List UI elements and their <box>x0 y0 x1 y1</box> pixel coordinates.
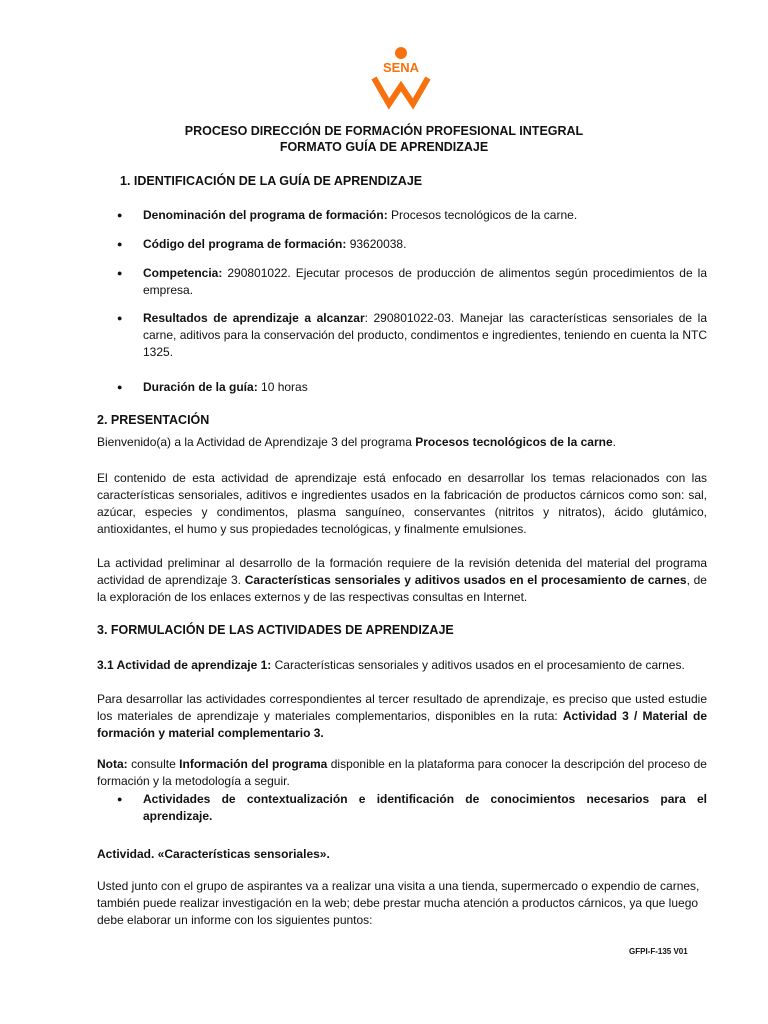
bullet-icon: ● <box>117 239 123 249</box>
activity-title: Actividad. «Características sensoriales». <box>97 847 330 861</box>
header-line-1: PROCESO DIRECCIÓN DE FORMACIÓN PROFESIONAL INTEGRAL <box>184 124 584 138</box>
document-page: SENA PROCESO DIRECCIÓN DE FORMACIÓN PROFESIONAL INTEGRAL FORMATO GUÍA DE APRENDIZAJE 1. IDENTIFICACIÓN DE LA GUÍA DE APRENDIZAJE ● Denominación del programa de formación: Procesos tecnológicos de la carne. ● Código del programa de formación: 93620038. ● Competencia: 290801022. Ejecutar procesos de producción de alimentos según procedimientos de la empresa. ● Resultados de aprendizaje a alcanzar: 290801022-03. Manejar las características sensoriales de la carne, aditivos para la conservación del producto, condimentos e ingredientes, teniendo en cuenta la NTC 1325. ● Duración de la guía: 10 horas 2. PRESENTACIÓN Bienvenido(a) a la Actividad de Aprendizaje 3 del programa Procesos tecnológicos de la carne. El contenido de esta actividad de aprendizaje está enfocado en desarrollar los temas relacionados con las características sensoriales, aditivos e ingredientes usados en la fabricación de productos cárnicos como son: sal, azúcar, especies y condimentos, plasma sanguíneo, conservantes (nitritos y nitratos), ácido glutámico, antioxidantes, el humo y sus propiedades tecnológicas, y finalmente emulsiones. La actividad preliminar al desarrollo de la formación requiere de la revisión detenida del material del programa actividad de aprendizaje 3. Características sensoriales y aditivos usados en el procesamiento de carnes, de la exploración de los enlaces externos y de las respectivas consultas en Internet. 3. FORMULACIÓN DE LAS ACTIVIDADES DE APRENDIZAJE 3.1 Actividad de aprendizaje 1: Características sensoriales y aditivos usados en el procesamiento de carnes. Para desarrollar las actividades correspondientes al tercer resultado de aprendizaje, es preciso que usted estudie los materiales de aprendizaje y materiales complementarios, disponibles en la ruta: Actividad 3 / Material de formación y material complementario 3. Nota: consulte Información del programa disponible en la plataforma para conocer la descripción del proceso de formación y la metodología a seguir. ● Actividades de contextualización e identificación de conocimientos necesarios para el aprendizaje. Actividad. «Características sensoriales». Usted junto con el grupo de aspirantes va a realizar una visita a una tienda, supermercado o expendio de carnes, también puede realizar investigación en la web; debe prestar mucha atención a productos cárnicos, ya que luego debe elaborar un informe con los siguientes puntos: GFPI-F-135 V01 <box>0 0 768 1024</box>
footer-code: GFPI-F-135 V01 <box>629 947 688 956</box>
section-1-title: 1. IDENTIFICACIÓN DE LA GUÍA DE APRENDIZAJE <box>120 174 423 188</box>
paragraph: El contenido de esta actividad de aprendizaje está enfocado en desarrollar los temas relacionados con las características sensoriales, aditivos e ingredientes usados en la fabricación de productos cárnicos como son: sal, azúcar, especies y condimentos, plasma sanguíneo, conservantes (nitritos y nitratos), ácido glutámico, antioxidantes, el humo y sus propiedades tecnológicas, y finalmente emulsiones. <box>97 471 707 536</box>
section-2-title: 2. PRESENTACIÓN <box>97 413 210 427</box>
sena-logo <box>370 46 432 110</box>
svg-text:SENA: SENA <box>382 60 420 75</box>
bullet-icon: ● <box>117 382 123 392</box>
bullet-icon: ● <box>117 268 123 278</box>
bullet-icon: ● <box>117 210 123 220</box>
paragraph: Para desarrollar las actividades correspondientes al tercer resultado de aprendizaje, es preciso que usted estudie los materiales de aprendizaje y materiales complementarios, disponibles en la ruta: Actividad 3 / Material de formación y material complementario 3. <box>97 692 707 740</box>
paragraph: Bienvenido(a) a la Actividad de Aprendizaje 3 del programa Procesos tecnológicos de la carne. <box>97 435 616 449</box>
paragraph: 3.1 Actividad de aprendizaje 1: Características sensoriales y aditivos usados en el procesamiento de carnes. <box>97 658 685 672</box>
paragraph: Usted junto con el grupo de aspirantes va a realizar una visita a una tienda, supermercado o expendio de carnes, también puede realizar investigación en la web; debe prestar mucha atención a productos cárnicos, ya que luego debe elaborar un informe con los siguientes puntos: <box>97 879 700 927</box>
paragraph: La actividad preliminar al desarrollo de la formación requiere de la revisión detenida del material del programa actividad de aprendizaje 3. Características sensoriales y aditivos usados en el procesamiento de carnes, de la exploración de los enlaces externos y de las respectivas consultas en Internet. <box>97 556 707 604</box>
bullet-icon: ● <box>117 313 123 323</box>
header-line-2: FORMATO GUÍA DE APRENDIZAJE <box>279 140 489 154</box>
paragraph: Nota: consulte Información del programa disponible en la plataforma para conocer la descripción del proceso de formación y la metodología a seguir. <box>97 757 707 788</box>
bullet-icon: ● <box>117 794 123 804</box>
section-3-title: 3. FORMULACIÓN DE LAS ACTIVIDADES DE APRENDIZAJE <box>97 623 454 637</box>
